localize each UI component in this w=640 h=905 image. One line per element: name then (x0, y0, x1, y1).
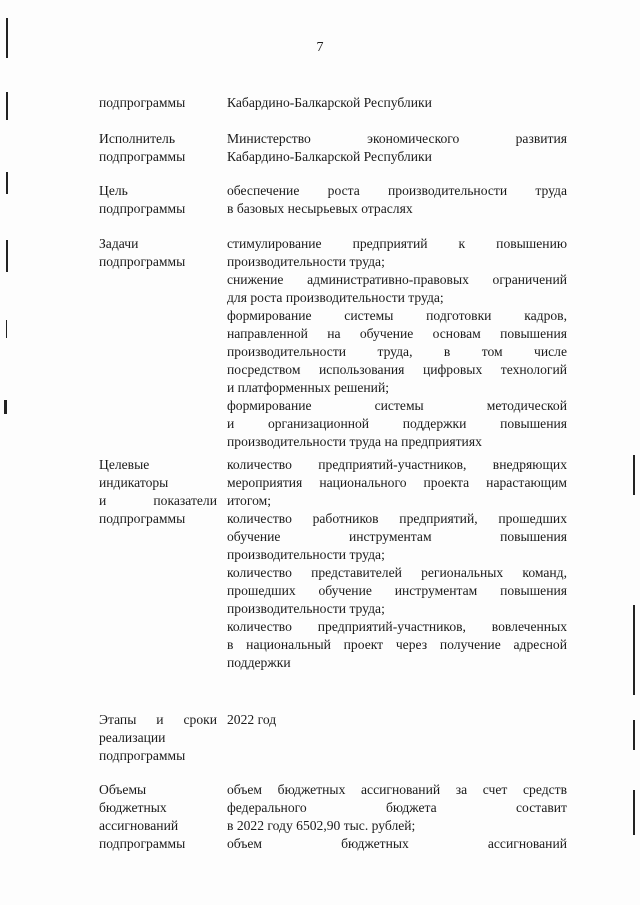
value-line: в 2022 году 6502,90 тыс. рублей; (227, 818, 416, 833)
value-line: количество предприятий-участников, вовлеченных (227, 619, 567, 634)
label-line: подпрограммы (99, 254, 186, 269)
value-line: прошедших обучение инструментам повышения (227, 583, 567, 598)
label-line: индикаторы (99, 475, 169, 490)
value-line: посредством использования цифровых технологий (227, 362, 567, 377)
row-label (99, 781, 217, 853)
value-line: производительности труда на предприятиях (227, 434, 482, 449)
value-line: стимулирование предприятий к повышению (227, 236, 567, 251)
label-line: подпрограммы (99, 149, 186, 164)
row-value (227, 182, 567, 218)
value-line: производительности труда; (227, 601, 385, 616)
value-line: мероприятия национального проекта нарастающим (227, 475, 567, 490)
value-line: Министерство экономического развития (227, 131, 567, 146)
label-line: подпрограммы (99, 836, 186, 851)
value-line: формирование системы подготовки кадров, (227, 308, 567, 323)
scan-mark-left-2 (6, 92, 8, 120)
row-label (99, 235, 217, 271)
label-line: Целевые (99, 457, 150, 472)
value-line: объем бюджетных ассигнований (227, 836, 567, 851)
row-label (99, 94, 217, 112)
value-line: и организационной поддержки повышения (227, 416, 567, 431)
label-line: подпрограммы (99, 748, 186, 763)
label-line: ассигнований (99, 818, 179, 833)
value-line: для роста производительности труда; (227, 290, 444, 305)
label-line: подпрограммы (99, 511, 186, 526)
value-line: производительности труда; (227, 254, 385, 269)
label-line: подпрограммы (99, 95, 186, 110)
value-line: и платформенных решений; (227, 380, 389, 395)
row-value (227, 781, 567, 853)
value-line: итогом; (227, 493, 271, 508)
row-value (227, 456, 567, 672)
value-line: направленной на обучение основам повышения (227, 326, 567, 341)
label-line: Объемы (99, 782, 147, 797)
row-label (99, 456, 217, 528)
scan-mark-left-3 (6, 172, 8, 194)
value-line: поддержки (227, 655, 291, 670)
row-label (99, 130, 217, 166)
value-line: снижение административно-правовых ограничений (227, 272, 567, 287)
row-value (227, 130, 567, 166)
label-line: Этапы и сроки (99, 712, 217, 727)
value-line: количество представителей региональных команд, (227, 565, 567, 580)
value-line: количество предприятий-участников, внедряющих (227, 457, 567, 472)
value-line: федерального бюджета составит (227, 800, 567, 815)
row-label (99, 711, 217, 765)
label-line: Исполнитель (99, 131, 176, 146)
value-line: в национальный проект через получение адресной (227, 637, 567, 652)
value-line: 2022 год (227, 712, 277, 727)
label-line: Задачи (99, 236, 139, 251)
scan-mark-right-1 (633, 455, 635, 495)
value-line: Кабардино-Балкарской Республики (227, 149, 432, 164)
scan-mark-left-4 (6, 240, 8, 272)
label-line: подпрограммы (99, 201, 186, 216)
value-line: в базовых несырьевых отраслях (227, 201, 413, 216)
scan-mark-left-1 (6, 18, 8, 58)
value-line: Кабардино-Балкарской Республики (227, 95, 432, 110)
scan-mark-left-5 (6, 320, 7, 338)
value-line: формирование системы методической (227, 398, 567, 413)
scan-mark-right-4 (633, 790, 635, 835)
row-value (227, 711, 567, 729)
row-value (227, 235, 567, 451)
value-line: объем бюджетных ассигнований за счет средств (227, 782, 567, 797)
scan-mark-right-2 (633, 605, 635, 695)
row-value (227, 94, 567, 112)
label-line: реализации (99, 730, 166, 745)
scan-mark-right-3 (633, 720, 635, 750)
value-line: количество работников предприятий, прошедших (227, 511, 567, 526)
row-label (99, 182, 217, 218)
label-line: Цель (99, 183, 128, 198)
value-line: производительности труда, в том числе (227, 344, 567, 359)
label-line: и показатели (99, 493, 217, 508)
page-number: 7 (316, 40, 324, 55)
value-line: обеспечение роста производительности труда (227, 183, 567, 198)
scan-mark-left-6 (4, 400, 7, 414)
value-line: производительности труда; (227, 547, 385, 562)
label-line: бюджетных (99, 800, 167, 815)
value-line: обучение инструментам повышения (227, 529, 567, 544)
